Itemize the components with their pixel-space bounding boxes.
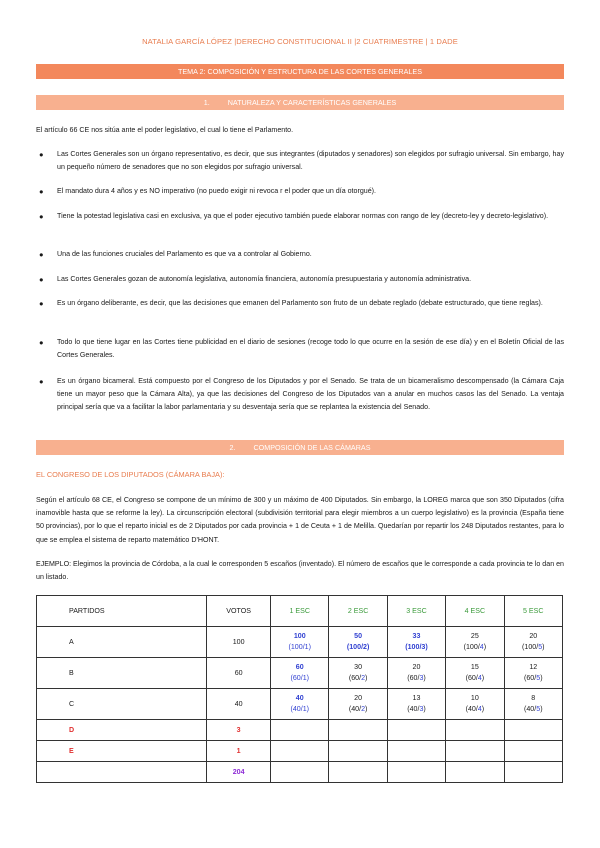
bullet-icon: ● (39, 250, 44, 259)
section-2-bar (36, 440, 564, 455)
empty-cell (504, 741, 562, 762)
quotient-value: 8 (531, 694, 536, 702)
quotient-cell: 60 (60/1) (271, 658, 329, 689)
votes-total-cell: 204 (207, 762, 271, 783)
bullet-text: Todo lo que tiene lugar en las Cortes tiene publicidad en el diario de sesiones (recoge todo lo que ocurre en la sesión de ese día) y en el Boletín Oficial de las Cortes Generales. (57, 338, 564, 360)
quotient-votes: 60 (351, 674, 360, 682)
quotient-cell: 50 (100/2) (329, 627, 387, 658)
party-cell: B (37, 658, 207, 689)
quotient-value: 60 (295, 663, 304, 671)
party-cell: A (37, 627, 207, 658)
bullet-icon: ● (39, 377, 44, 386)
quotient-divisor: 1 (304, 643, 309, 651)
empty-cell (271, 720, 329, 741)
quotient-divisor: 4 (477, 674, 482, 682)
quotient-cell: 13 (40/3) (387, 689, 445, 720)
bullet-icon: ● (39, 150, 44, 159)
quotient-value: 12 (529, 663, 538, 671)
bullet-text: El mandato dura 4 años y es NO imperativo (no puedo exigir ni revoca r el poder que un día otorgué). (57, 187, 377, 195)
empty-cell (329, 762, 387, 783)
table-header-row (37, 596, 563, 627)
bullet-text: Tiene la potestad legislativa casi en exclusiva, ya que el poder ejecutivo también puede elaborar normas con rango de ley (decreto-ley y decreto-legislativo). (57, 212, 549, 220)
page-header: NATALIA GARCÍA LÓPEZ |DERECHO CONSTITUCIONAL II |2 CUATRIMESTRE | 1 DADE (142, 37, 458, 46)
quotient-cell: 10 (40/4) (446, 689, 504, 720)
bullet-icon: ● (39, 338, 44, 347)
bullet-item (39, 375, 564, 415)
quotient-votes: 40 (526, 705, 535, 713)
empty-cell (504, 762, 562, 783)
bullet-item (39, 297, 564, 310)
header-3-esc: 3 ESC (387, 596, 445, 627)
quotient-value: 10 (470, 694, 479, 702)
section-1-number: 1. (203, 98, 210, 107)
party-cell: D (37, 720, 207, 741)
votes-cell: 60 (207, 658, 271, 689)
quotient-cell: 15 (60/4) (446, 658, 504, 689)
quotient-votes: 40 (409, 705, 418, 713)
quotient-value: 30 (354, 663, 363, 671)
quotient-value: 20 (354, 694, 363, 702)
dhondt-table (36, 595, 563, 783)
table-total-row (37, 762, 563, 783)
quotient-value: 13 (412, 694, 421, 702)
empty-cell (271, 741, 329, 762)
bullet-item (39, 273, 564, 286)
bullet-icon: ● (39, 187, 44, 196)
quotient-value: 15 (470, 663, 479, 671)
quotient-votes: 40 (351, 705, 360, 713)
quotient-votes: 100 (465, 643, 478, 651)
quotient-value: 100 (293, 632, 306, 640)
quotient-divisor: 4 (477, 705, 482, 713)
bullet-item (39, 248, 564, 261)
empty-cell (329, 720, 387, 741)
quotient-cell: 12 (60/5) (504, 658, 562, 689)
bullet-text: Es un órgano bicameral. Está compuesto por el Congreso de los Diputados y por el Senado. Se trata de un bicameralismo descompensado (la Cámara Caja tiene un mayor peso que la Cámara Alta), ya que las decisiones del Congreso de los Diputados van a anular en muchos casos las del Senado. La ventaja principal sería que va a facilitar la labor parlamentaria y su desventaja sería que se replantea la existencia del Senado. (57, 377, 564, 412)
empty-cell (387, 741, 445, 762)
empty-cell (446, 720, 504, 741)
empty-cell (504, 720, 562, 741)
congreso-paragraph: Según el artículo 68 CE, el Congreso se compone de un mínimo de 300 y un máximo de 400 Diputados. Sin embargo, la LOREG marca que son 350 Diputados (cifra inamovible hasta que se reforme la ley). La circunscripción electoral (subdivisión territorial para elegir miembros a un cuerpo legislativo) es la provincia (España tiene 50 provincias), por lo que el reparto inicial es de 2 Diputados por cada provincia + 1 de Ceuta + 1 de Melilla. Quedarían por repartir los 248 Diputados restantes, para lo que se emplea el sistema de reparto matemático D'HONT. (36, 496, 564, 544)
bullet-icon: ● (39, 275, 44, 284)
quotient-value: 25 (470, 632, 479, 640)
quotient-value: 20 (529, 632, 538, 640)
quotient-votes: 100 (407, 643, 420, 651)
quotient-value: 33 (412, 632, 421, 640)
quotient-votes: 100 (349, 643, 362, 651)
quotient-cell: 20 (60/3) (387, 658, 445, 689)
quotient-votes: 100 (524, 643, 537, 651)
quotient-cell: 40 (40/1) (271, 689, 329, 720)
quotient-votes: 60 (292, 674, 301, 682)
quotient-votes: 40 (467, 705, 476, 713)
quotient-cell: 25 (100/4) (446, 627, 504, 658)
votes-cell: 3 (207, 720, 271, 741)
quotient-votes: 60 (526, 674, 535, 682)
quotient-cell: 20 (40/2) (329, 689, 387, 720)
quotient-divisor: 5 (536, 674, 541, 682)
bullet-text: Las Cortes Generales son un órgano representativo, es decir, que sus integrantes (diputados y senadores) son elegidos por sufragio universal. Sin embargo, hay un pequeño número de senadores que no son elegidos por sufragio universal. (57, 150, 564, 172)
bullet-item (39, 148, 564, 174)
quotient-votes: 60 (409, 674, 418, 682)
quotient-cell: 20 (100/5) (504, 627, 562, 658)
congreso-heading: EL CONGRESO DE LOS DIPUTADOS (CÁMARA BAJA): (36, 470, 225, 479)
header-votos: VOTOS (207, 596, 271, 627)
quotient-divisor: 2 (363, 643, 367, 651)
header-4-esc: 4 ESC (446, 596, 504, 627)
header-5-esc: 5 ESC (504, 596, 562, 627)
quotient-divisor: 3 (421, 643, 426, 651)
empty-cell (446, 741, 504, 762)
table-row (37, 741, 563, 762)
quotient-value: 20 (412, 663, 421, 671)
header-1-esc: 1 ESC (271, 596, 329, 627)
party-cell: E (37, 741, 207, 762)
bullet-text: Una de las funciones cruciales del Parlamento es que va a controlar al Gobierno. (57, 250, 312, 258)
bullet-item (39, 210, 564, 223)
quotient-divisor: 4 (479, 643, 484, 651)
bullet-icon: ● (39, 212, 44, 221)
title-bar: TEMA 2: COMPOSICIÓN Y ESTRUCTURA DE LAS CORTES GENERALES (36, 64, 564, 79)
header-2-esc: 2 ESC (329, 596, 387, 627)
bullet-text: Las Cortes Generales gozan de autonomía legislativa, autonomía financiera, autonomía presupuestaria y autonomía administrativa. (57, 275, 472, 283)
quotient-votes: 60 (467, 674, 476, 682)
votes-cell: 40 (207, 689, 271, 720)
bullet-icon: ● (39, 299, 44, 308)
quotient-divisor: 1 (302, 674, 307, 682)
empty-cell (387, 720, 445, 741)
quotient-cell: 100 (100/1) (271, 627, 329, 658)
quotient-divisor: 5 (536, 705, 541, 713)
header-partidos: PARTIDOS (37, 596, 207, 627)
quotient-votes: 40 (292, 705, 301, 713)
quotient-divisor: 5 (538, 643, 543, 651)
table-row (37, 627, 563, 658)
party-cell (37, 762, 207, 783)
quotient-cell: 33 (100/3) (387, 627, 445, 658)
quotient-divisor: 3 (419, 674, 424, 682)
example-paragraph: EJEMPLO: Elegimos la provincia de Córdoba, a la cual le corresponden 5 escaños (inventado). El número de escaños que le corresponde a cada provincia te lo dan en un listado. (36, 560, 565, 582)
quotient-votes: 100 (290, 643, 303, 651)
section-2-number: 2. (229, 443, 236, 452)
bullet-item (39, 185, 564, 198)
section-2-label: COMPOSICIÓN DE LAS CÁMARAS (253, 443, 371, 452)
bullet-item (39, 336, 564, 362)
quotient-value: 50 (354, 632, 363, 640)
quotient-cell: 30 (60/2) (329, 658, 387, 689)
empty-cell (387, 762, 445, 783)
quotient-divisor: 3 (419, 705, 424, 713)
table-row (37, 658, 563, 689)
bullet-text: Es un órgano deliberante, es decir, que las decisiones que emanen del Parlamento son fruto de un debate reglado (debate estructurado, que tiene reglas). (57, 299, 543, 307)
quotient-divisor: 1 (302, 705, 307, 713)
votes-cell: 100 (207, 627, 271, 658)
section-1-label: NATURALEZA Y CARACTERÍSTICAS GENERALES (227, 98, 397, 107)
empty-cell (271, 762, 329, 783)
intro-paragraph: El artículo 66 CE nos sitúa ante el poder legislativo, el cual lo tiene el Parlamento. (36, 126, 294, 134)
empty-cell (329, 741, 387, 762)
quotient-cell: 8 (40/5) (504, 689, 562, 720)
empty-cell (446, 762, 504, 783)
quotient-divisor: 2 (361, 705, 366, 713)
votes-cell: 1 (207, 741, 271, 762)
quotient-divisor: 2 (361, 674, 366, 682)
table-row (37, 720, 563, 741)
party-cell: C (37, 689, 207, 720)
section-1-bar (36, 95, 564, 110)
quotient-value: 40 (295, 694, 304, 702)
table-row (37, 689, 563, 720)
